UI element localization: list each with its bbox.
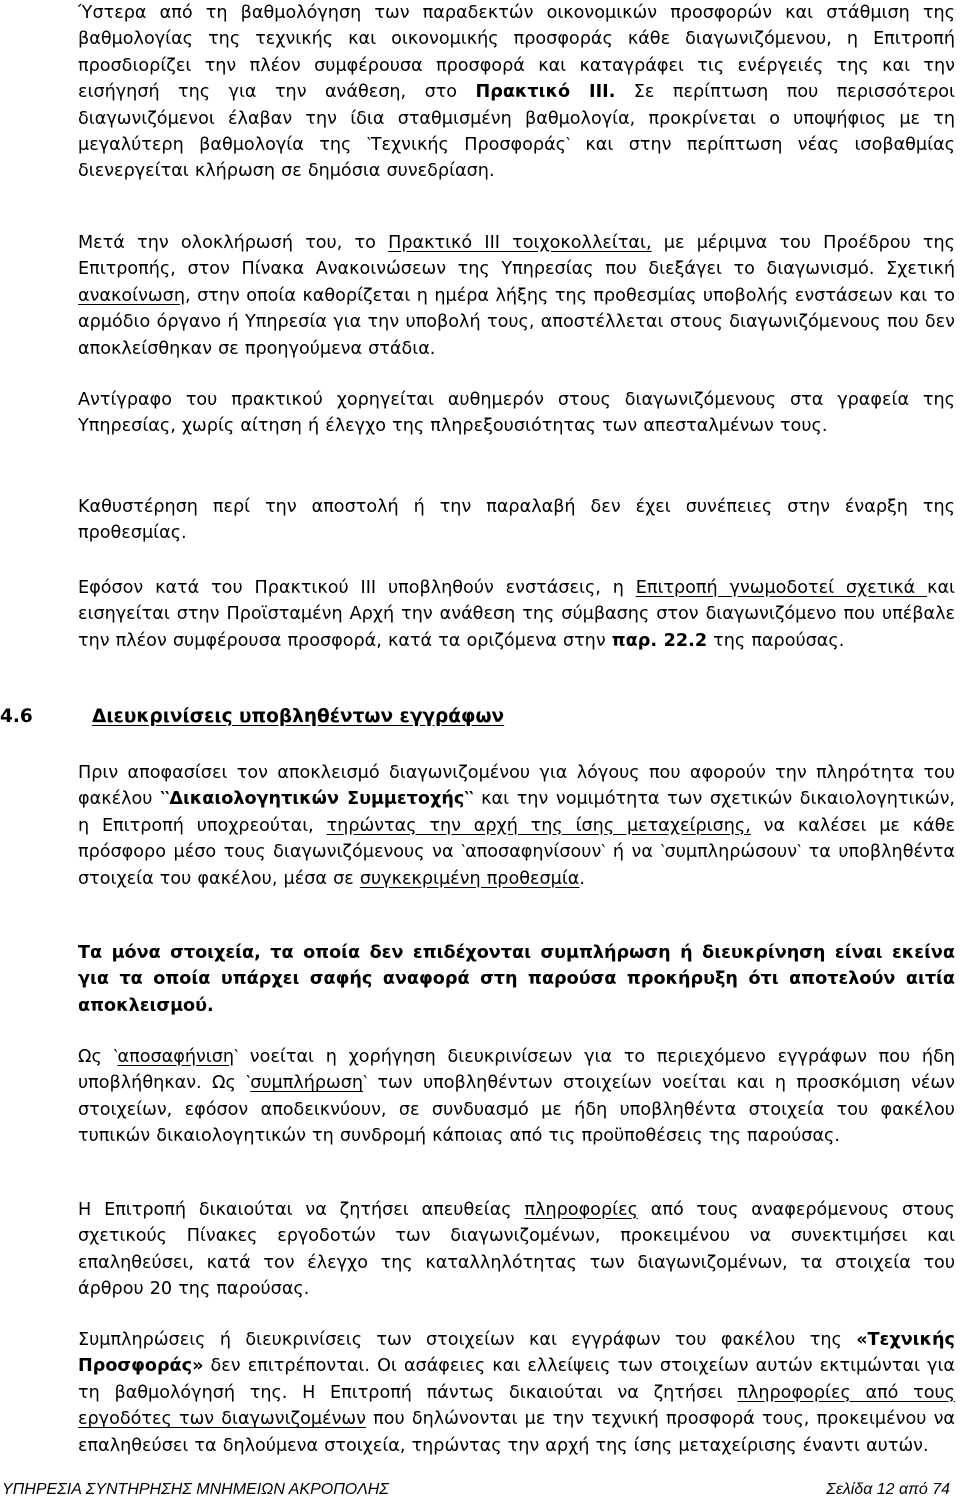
- underlined-text: πληροφορίες: [524, 1200, 638, 1220]
- bold-text: παρ. 22.2: [611, 630, 708, 651]
- underlined-text: συμπλήρωση: [250, 1073, 364, 1094]
- underlined-text: ανακοίνωση: [78, 285, 185, 306]
- text-run: Σε περίπτωση που περισσότεροι διαγωνιζόμενοι έλαβαν την ίδια σταθμισμένη βαθμολογία, προκρίνεται ο υποψήφιος με τη μεγαλύτερη βαθμολογία της ‵Τεχνικής Προσφοράς‵ και στην περίπτωση νέας ισοβαθμίας διενεργείται κλήρωση σε δημόσια συνεδρίαση.: [78, 82, 955, 182]
- text-run: Η Επιτροπή δικαιούται να ζητήσει απευθείας: [78, 1200, 525, 1220]
- paragraph-technical-offer: [78, 1327, 955, 1459]
- paragraph-employer-info: [78, 1197, 955, 1303]
- text-run: από τους αναφερόμενους στους σχετικούς Πίνακες εργοδοτών των διαγωνιζομένων, προκειμένου να συνεκτιμήσει και επαληθεύσει, κατά τον έλεγχο της καταλληλότητας των διαγωνιζομένων, τα στοιχεία του άρθρου 20 της παρούσας.: [78, 1200, 955, 1300]
- bold-text: Τα μόνα στοιχεία, τα οποία δεν επιδέχονται συμπλήρωση ή διευκρίνηση είναι εκείνα για τα οποία υπάρχει σαφής αναφορά στη παρούσα προκήρυξη ότι αποτελούν αιτία αποκλεισμού.: [78, 943, 955, 1016]
- paragraph-evaluation-ranking: [78, 0, 955, 185]
- bold-text: «Τεχνικής Προσφοράς»: [78, 1330, 955, 1377]
- text-run: Ως ‵: [78, 1047, 118, 1067]
- underlined-text: τηρώντας την αρχή της ίσης μεταχείρισης,: [326, 815, 751, 836]
- page-footer: [0, 1481, 960, 1503]
- underlined-text: αποσαφήνιση: [117, 1047, 235, 1067]
- text-run: Καθυστέρηση περί την αποστολή ή την παραλαβή δεν έχει συνέπειες στην έναρξη της προθεσμίας.: [78, 497, 955, 544]
- text-run: Εφόσον κατά του Πρακτικού ΙΙΙ υποβληθούν ενστάσεις, η: [78, 578, 636, 598]
- text-run: , στην οποία καθορίζεται η ημέρα λήξης της προθεσμίας υποβολής ενστάσεων και το αρμόδιο όργανο ή Υπηρεσία για την υποβολή τους, αποστέλλεται στους διαγωνιζόμενους που δεν αποκλείσθηκαν σε προηγούμενα στάδια.: [78, 285, 955, 359]
- paragraph-posting-record: [78, 230, 955, 362]
- text-run: ‵ των υποβληθέντων στοιχείων νοείται και η προσκόμιση νέων στοιχείων, εφόσον αποδεικνύουν, σε συνδυασμό με ήδη υποβληθέντα στοιχεία του φακέλου τυπικών δικαιολογητικών τη συνδρομή κάποιας από τις προϋποθέσεις της παρούσας.: [78, 1073, 955, 1147]
- section-title: Διευκρινίσεις υποβληθέντων εγγράφων: [92, 706, 505, 727]
- underlined-text: πληροφορίες από τους εργοδότες των διαγωνιζομένων: [78, 1382, 955, 1430]
- text-run: της παρούσας.: [707, 630, 845, 651]
- text-run: που δηλώνονται με την τεχνική προσφορά τους, προκειμένου να επαληθεύσει τα δηλούμενα στοιχεία, τηρώντας την αρχή της ίσης μεταχείρισης έναντι αυτών.: [78, 1409, 955, 1456]
- text-run: δεν επιτρέπονται. Οι ασάφειες και ελλείψεις των στοιχείων αυτών εκτιμώνται για τη βαθμολόγησή της. Η Επιτροπή πάντως δικαιούται να ζητήσει: [78, 1356, 955, 1403]
- text-run: Αντίγραφο του πρακτικού χορηγείται αυθημερόν στους διαγωνιζόμενους στα γραφεία της Υπηρεσίας, χωρίς αίτηση ή έλεγχο της πληρεξουσιότητας των απεσταλμένων τους.: [78, 390, 955, 437]
- text-run: και την νομιμότητα των σχετικών δικαιολογητικών, η Επιτροπή υποχρεούται,: [78, 789, 956, 836]
- paragraph-delay: [78, 494, 955, 547]
- text-run: Ύστερα από τη βαθμολόγηση των παραδεκτών οικονομικών προσφορών και στάθμιση της βαθμολογίας της τεχνικής και οικονομικής προσφοράς κάθε διαγωνιζόμενου, η Επιτροπή προσδιορίζει την πλέον συμφέρουσα προσφορά και καταγράφει τις ενέργειές της και την εισήγησή της για την ανάθεση, στο: [78, 3, 955, 103]
- text-run: Μετά την ολοκλήρωσή του, το: [78, 233, 389, 253]
- paragraph-non-supplementable: [78, 940, 955, 1019]
- underlined-text: Επιτροπή γνωμοδοτεί σχετικά: [635, 578, 928, 598]
- text-run: ‵ νοείται η χορήγηση διευκρινίσεων για το περιεχόμενο εγγράφων που ήδη υποβλήθηκαν. Ως ‵: [78, 1047, 955, 1094]
- bold-text: Πρακτικό ΙΙΙ.: [475, 82, 616, 103]
- paragraph-definitions: [78, 1044, 955, 1150]
- section-heading: [0, 706, 960, 736]
- text-run: Συμπληρώσεις ή διευκρινίσεις των στοιχείων και εγγράφων του φακέλου της: [78, 1330, 857, 1350]
- paragraph-copy-granted: [78, 387, 955, 440]
- text-run: με μέριμνα του Προέδρου της Επιτροπής, στον Πίνακα Ανακοινώσεων της Υπηρεσίας που διεξάγει το διαγωνισμό. Σχετική: [78, 233, 955, 280]
- text-run: και εισηγείται στην Προϊσταμένη Αρχή την ανάθεση της σύμβασης στον διαγωνιζόμενο που υπέβαλε την πλέον συμφέρουσα προσφορά, κατά τα οριζόμενα στην: [78, 578, 955, 651]
- text-run: να καλέσει με κάθε πρόσφορο μέσο τους διαγωνιζόμενους να ‵αποσαφηνίσουν‵ ή να ‵συμπληρώσουν‵ τα υποβληθέντα στοιχεία του φακέλου, μέσα σε: [78, 815, 955, 889]
- bold-text: ‵‵Δικαιολογητικών Συμμετοχής‵‵: [160, 789, 474, 810]
- underlined-text: συγκεκριμένη προθεσμία: [359, 868, 580, 889]
- text-run: Πριν αποφασίσει τον αποκλεισμό διαγωνιζομένου για λόγους που αφορούν την πληρότητα του φακέλου: [78, 763, 955, 810]
- text-run: .: [579, 868, 586, 889]
- underlined-text: Πρακτικό ΙΙΙ τοιχοκολλείται,: [388, 233, 652, 253]
- section-number: 4.6: [0, 706, 33, 727]
- paragraph-exclusion-check: [78, 760, 955, 892]
- footer-page-number: Σελίδα 12 από 74: [826, 1481, 950, 1498]
- paragraph-objections: [78, 575, 955, 654]
- footer-organization: ΥΠΗΡΕΣΙΑ ΣΥΝΤΗΡΗΣΗΣ ΜΝΗΜΕΙΩΝ ΑΚΡΟΠΟΛΗΣ: [2, 1481, 389, 1498]
